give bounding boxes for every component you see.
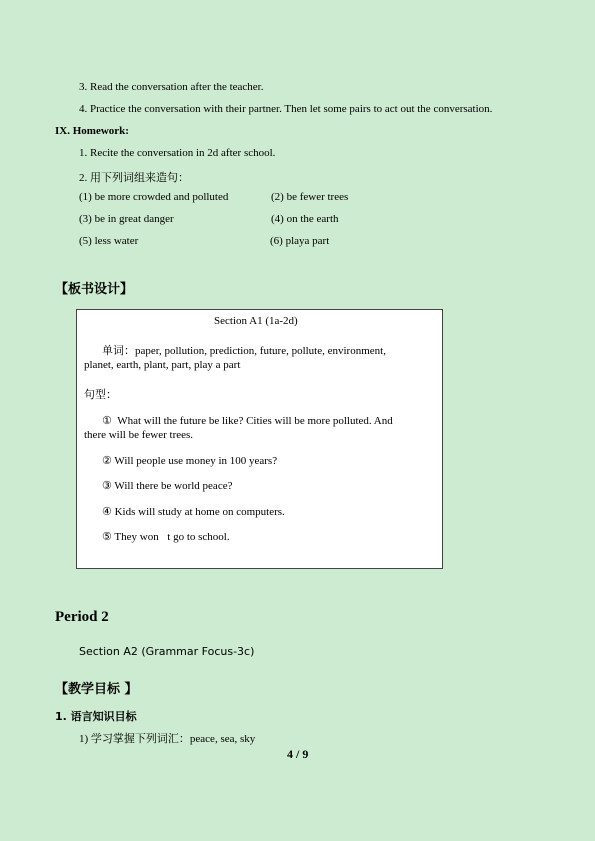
board-vocab-line-2: planet, earth, plant, part, play a part — [84, 359, 241, 371]
sentence-label: 句型： — [84, 388, 117, 401]
page-number: 4 / 9 — [287, 747, 309, 761]
homework-item-1: 1. Recite the conversation in 2d after school. — [79, 147, 276, 159]
board-sentence-1-line-1 — [102, 414, 393, 427]
period-2-title: Period 2 — [55, 609, 109, 625]
teaching-goals-heading: 【教学目标 】 — [55, 682, 138, 697]
phrase-3: (3) be in great danger — [79, 213, 174, 225]
board-sentence-5: ⑤ They won t go to school. — [102, 531, 230, 543]
period-2-section: Section A2 (Grammar Focus-3c) — [79, 645, 255, 658]
board-design-box — [76, 309, 443, 569]
board-sentence-3: ③ Will there be world peace? — [102, 480, 233, 492]
step-4-text: 4. Practice the conversation with their partner. Then let some pairs to act out the conversation. — [79, 103, 493, 115]
board-sentence-4: ④ Kids will study at home on computers. — [102, 506, 285, 518]
step-3-text: 3. Read the conversation after the teacher. — [79, 81, 264, 93]
board-section-title: Section A1 (1a-2d) — [214, 315, 298, 327]
board-sentence-2: ② Will people use money in 100 years? — [102, 455, 278, 467]
goal-1-item-1: 1) 学习掌握下列词汇：peace, sea, sky — [79, 733, 256, 745]
sentence-1-number: ① — [102, 414, 112, 427]
board-design-heading: 【板书设计】 — [55, 282, 134, 297]
vocab-label: 单词： — [102, 344, 135, 357]
sentence-1-text: What will the future be like? Cities will be more polluted. And — [117, 415, 393, 427]
phrase-5: (5) less water — [79, 235, 139, 247]
vocab-words: paper, pollution, prediction, future, pollute, environment, — [135, 345, 386, 357]
homework-title: IX. Homework: — [55, 125, 129, 137]
homework-item-2: 2. 用下列词组来造句： — [79, 172, 189, 184]
goal-1-title: 1. 语言知识目标 — [55, 710, 137, 723]
phrase-4: (4) on the earth — [271, 213, 339, 225]
phrase-2: (2) be fewer trees — [271, 191, 349, 203]
board-vocab-line-1 — [102, 342, 386, 358]
phrase-6: (6) playa part — [270, 235, 330, 247]
board-sentence-1-line-2: there will be fewer trees. — [84, 429, 194, 441]
phrase-1: (1) be more crowded and polluted — [79, 191, 229, 203]
